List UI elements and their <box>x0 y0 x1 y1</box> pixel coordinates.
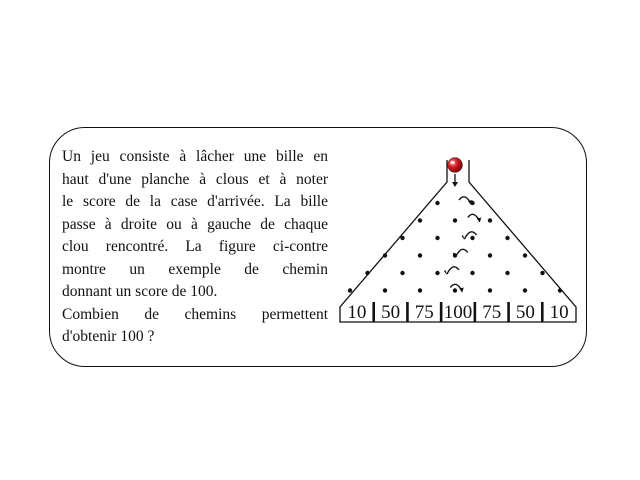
peg <box>488 253 492 257</box>
peg-board-diagram <box>338 150 578 330</box>
path-arrow <box>447 267 459 274</box>
problem-line: le score de la case d'arrivée. La bille <box>62 193 328 210</box>
peg <box>418 253 422 257</box>
path-arrow-head <box>444 270 447 275</box>
peg <box>523 288 527 292</box>
path-arrow <box>459 197 471 204</box>
problem-line: donnant un score de 100. <box>62 283 218 300</box>
peg <box>435 236 439 240</box>
problem-line: haut d'une planche à clous et à noter <box>62 170 328 188</box>
score-label: 50 <box>381 302 401 323</box>
score-label: 100 <box>443 302 473 323</box>
problem-statement <box>62 146 328 349</box>
problem-line: montre un exemple de chemin <box>62 260 328 278</box>
ball <box>448 158 463 173</box>
path-arrow <box>456 249 468 256</box>
peg <box>505 271 509 275</box>
peg <box>418 218 422 222</box>
peg <box>558 288 562 292</box>
problem-line: Un jeu consiste à lâcher une bille en <box>62 148 328 165</box>
score-label: 10 <box>347 302 367 323</box>
peg <box>470 236 474 240</box>
question-line: d'obtenir 100 ? <box>62 328 155 345</box>
path-arrow-head <box>462 235 465 240</box>
peg <box>365 271 369 275</box>
score-label: 50 <box>515 302 535 323</box>
path-arrow <box>468 214 480 221</box>
peg <box>453 288 457 292</box>
problem-line: clou rencontré. La figure ci-contre <box>62 238 328 255</box>
peg <box>540 271 544 275</box>
path-arrows <box>444 197 481 293</box>
peg <box>435 271 439 275</box>
problem-line: passe à droite ou à gauche de chaque <box>62 215 328 233</box>
drop-arrow-head <box>452 182 458 187</box>
peg <box>435 201 439 205</box>
peg-board-figure <box>338 150 578 330</box>
peg <box>523 253 527 257</box>
peg <box>400 236 404 240</box>
peg <box>400 271 404 275</box>
score-label: 10 <box>549 302 569 323</box>
score-label: 75 <box>482 302 502 323</box>
peg <box>470 271 474 275</box>
peg <box>505 236 509 240</box>
peg <box>383 288 387 292</box>
score-label: 75 <box>414 302 434 323</box>
peg <box>418 288 422 292</box>
peg-grid <box>348 201 562 293</box>
question-line: Combien de chemins permettent <box>62 305 328 323</box>
score-labels <box>347 302 568 323</box>
peg <box>383 253 387 257</box>
board-outline <box>340 160 576 322</box>
peg <box>488 288 492 292</box>
ball-highlight <box>450 161 454 164</box>
peg <box>488 218 492 222</box>
peg <box>348 288 352 292</box>
peg <box>453 218 457 222</box>
